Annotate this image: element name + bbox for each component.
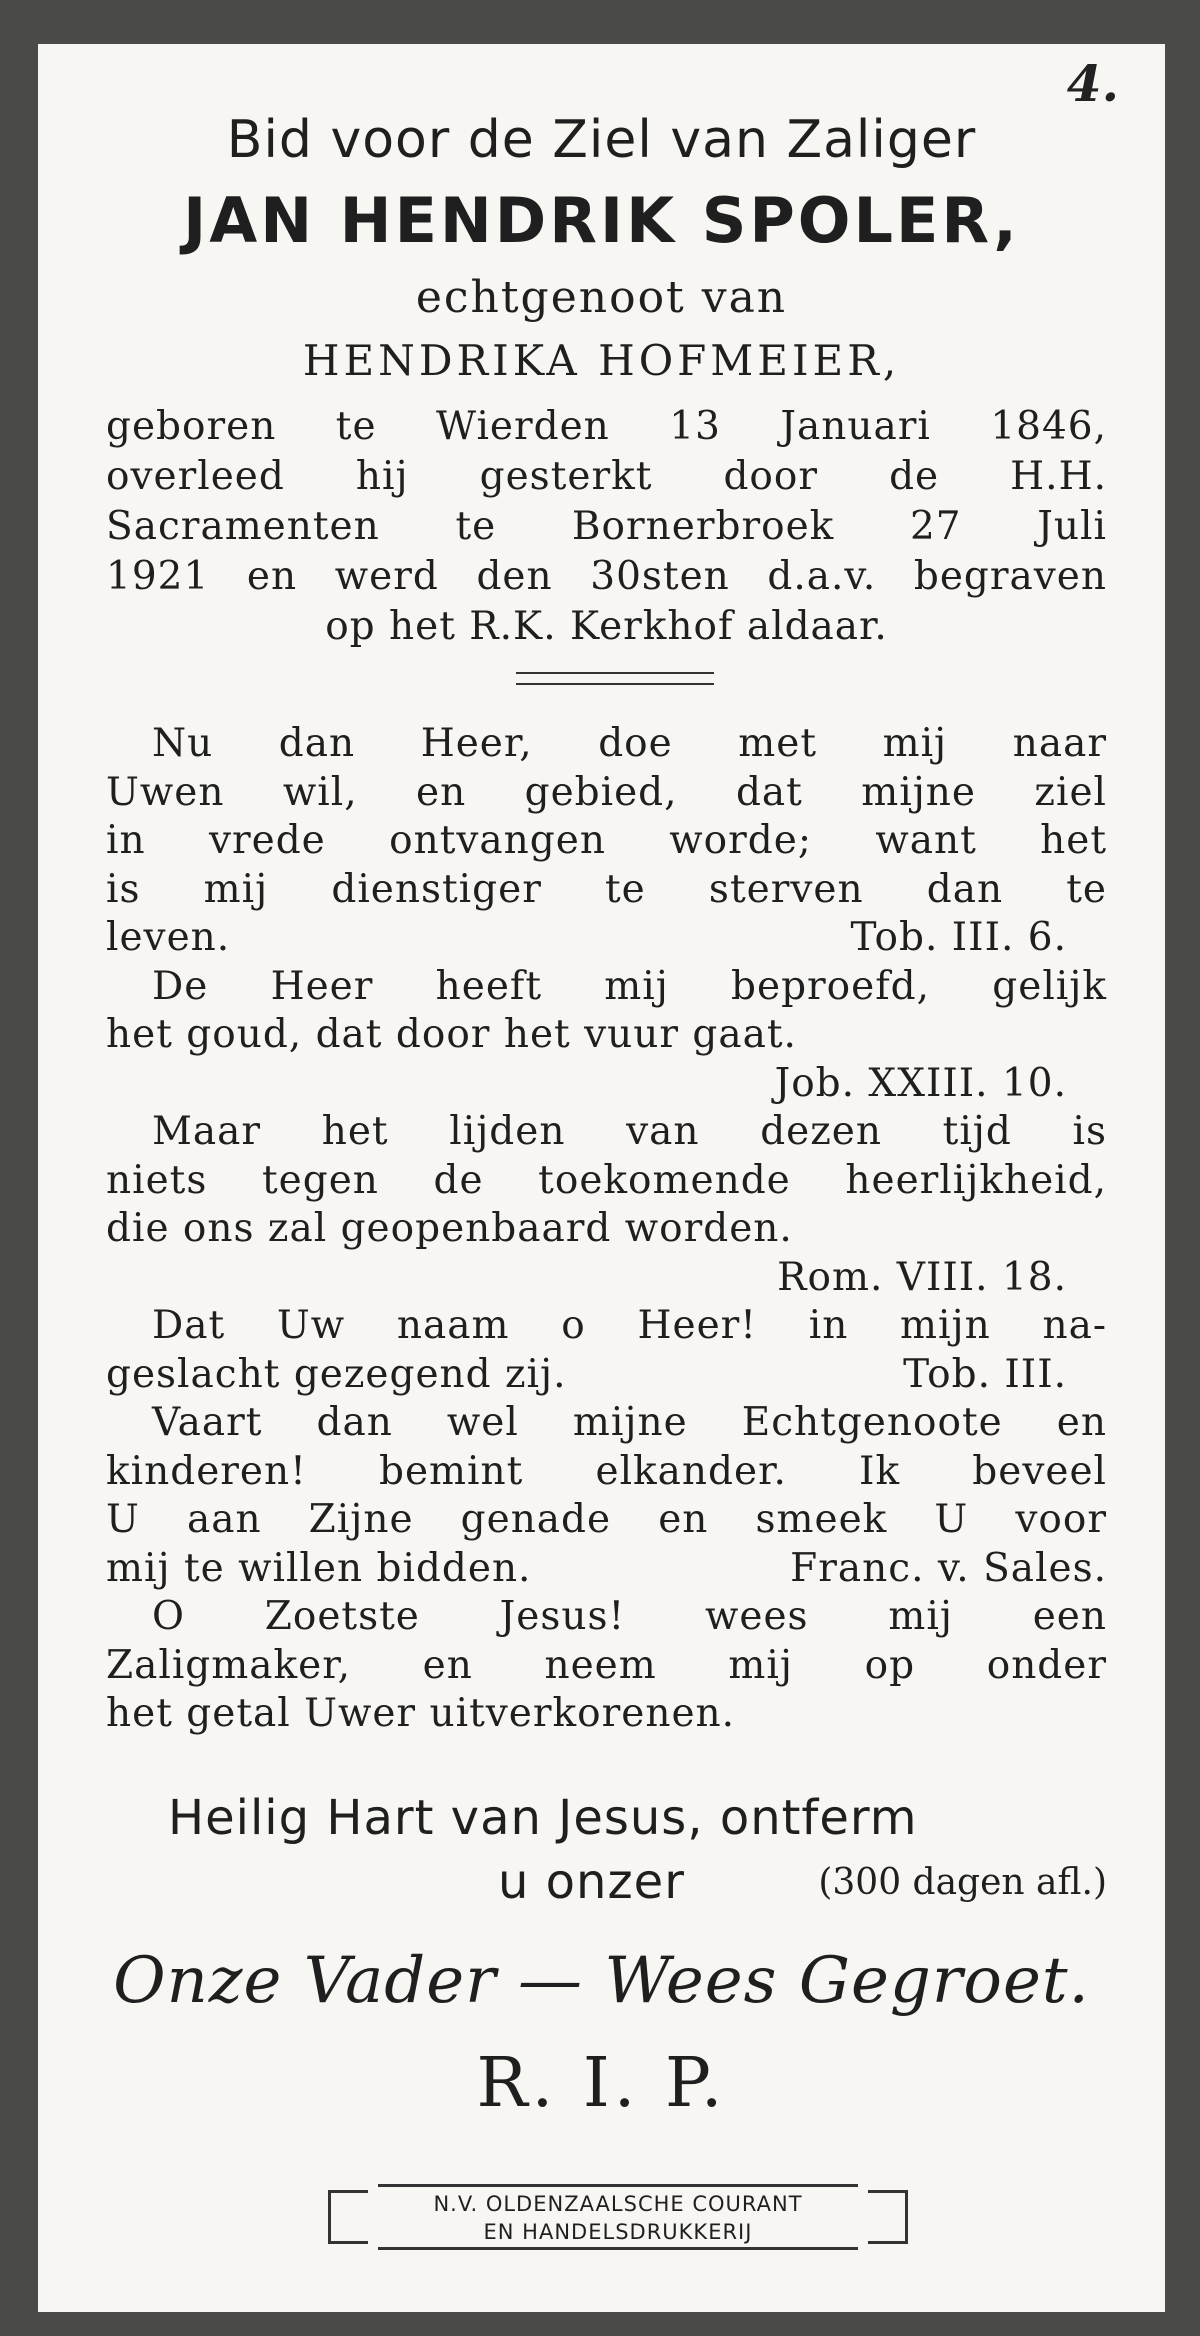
bracket-ornament-right — [868, 2190, 908, 2244]
prayer-line — [106, 1545, 1107, 1594]
scripture-reference: Rom. VIII. 18. — [777, 1254, 1067, 1300]
closing-prayers: Onze Vader — Wees Gegroet. — [113, 1944, 1090, 2018]
spouse-name: HENDRIKA HOFMEIER, — [302, 336, 901, 385]
prayer-line: Maar het lijden van dezen tijd is — [152, 1109, 1107, 1154]
deceased-name: JAN HENDRIK SPOLER, — [183, 184, 1020, 257]
ejaculation-prayer-end: u onzer — [498, 1854, 685, 1910]
prayer-text: mij te willen bidden. — [106, 1545, 532, 1591]
prayer-texts — [106, 720, 1107, 1739]
handwritten-number: 4. — [1066, 54, 1119, 113]
divider-rule — [516, 672, 714, 685]
bio-line: op het R.K. Kerkhof aldaar. — [325, 604, 888, 649]
memorial-card — [38, 44, 1165, 2312]
biography — [106, 402, 1107, 652]
printer-imprint — [328, 2184, 908, 2250]
bracket-ornament-left — [328, 2190, 368, 2244]
bio-line: 1921 en werd den 30sten d.a.v. begraven — [106, 554, 1107, 599]
prayer-line: in vrede ontvangen worde; want het — [106, 818, 1107, 863]
prayer-line: het getal Uwer uitverkorenen. — [106, 1691, 736, 1736]
scripture-reference: Tob. III. 6. — [850, 915, 1067, 960]
prayer-attribution: Franc. v. Sales. — [790, 1545, 1107, 1591]
bio-line: overleed hij gesterkt door de H.H. — [106, 454, 1107, 499]
prayer-line: Nu dan Heer, doe met mij naar — [152, 721, 1107, 766]
prayer-line: is mij dienstiger te sterven dan te — [106, 866, 1107, 912]
scripture-reference: Job. XXIII. 10. — [774, 1060, 1067, 1106]
prayer-line: Dat Uw naam o Heer! in mijn na- — [152, 1303, 1107, 1348]
prayer-line: O Zoetste Jesus! wees mij een — [152, 1594, 1107, 1639]
prayer-text: geslacht gezegend zij. — [106, 1351, 567, 1397]
prayer-line: het goud, dat door het vuur gaat. — [106, 1012, 797, 1057]
prayer-line: kinderen! bemint elkander. Ik beveel — [106, 1448, 1107, 1494]
prayer-line: Uwen wil, en gebied, dat mijne ziel — [106, 769, 1107, 815]
bio-line: Sacramenten te Bornerbroek 27 Juli — [106, 504, 1107, 549]
bio-line: geboren te Wierden 13 Januari 1846, — [106, 404, 1107, 449]
scripture-reference: Tob. III. — [903, 1351, 1067, 1397]
prayer-line: Vaart dan wel mijne Echtgenoote en — [152, 1400, 1107, 1445]
prayer-line: Zaligmaker, en neem mij op onder — [106, 1642, 1107, 1688]
printer-name: N.V. OLDENZAALSCHE COURANT — [433, 2192, 803, 2216]
indulgence-note: (300 dagen afl.) — [818, 1862, 1107, 1903]
prayer-line: De Heer heeft mij beproefd, gelijk — [152, 963, 1107, 1009]
spouse-label: echtgenoot van — [415, 272, 788, 323]
rip-text: R. I. P. — [476, 2044, 727, 2123]
prayer-line: niets tegen de toekomende heerlijkheid, — [106, 1157, 1107, 1203]
invocation: Bid voor de Ziel van Zaliger — [226, 110, 977, 170]
ejaculation-prayer: Heilig Hart van Jesus, ontferm — [168, 1790, 918, 1846]
printer-name-line2: EN HANDELSDRUKKERIJ — [483, 2220, 753, 2244]
prayer-line: die ons zal geopenbaard worden. — [106, 1206, 793, 1251]
prayer-line — [106, 1351, 1107, 1400]
prayer-line: U aan Zijne genade en smeek U voor — [106, 1497, 1107, 1542]
prayer-text: leven. — [106, 915, 231, 960]
prayer-line — [106, 914, 1107, 963]
